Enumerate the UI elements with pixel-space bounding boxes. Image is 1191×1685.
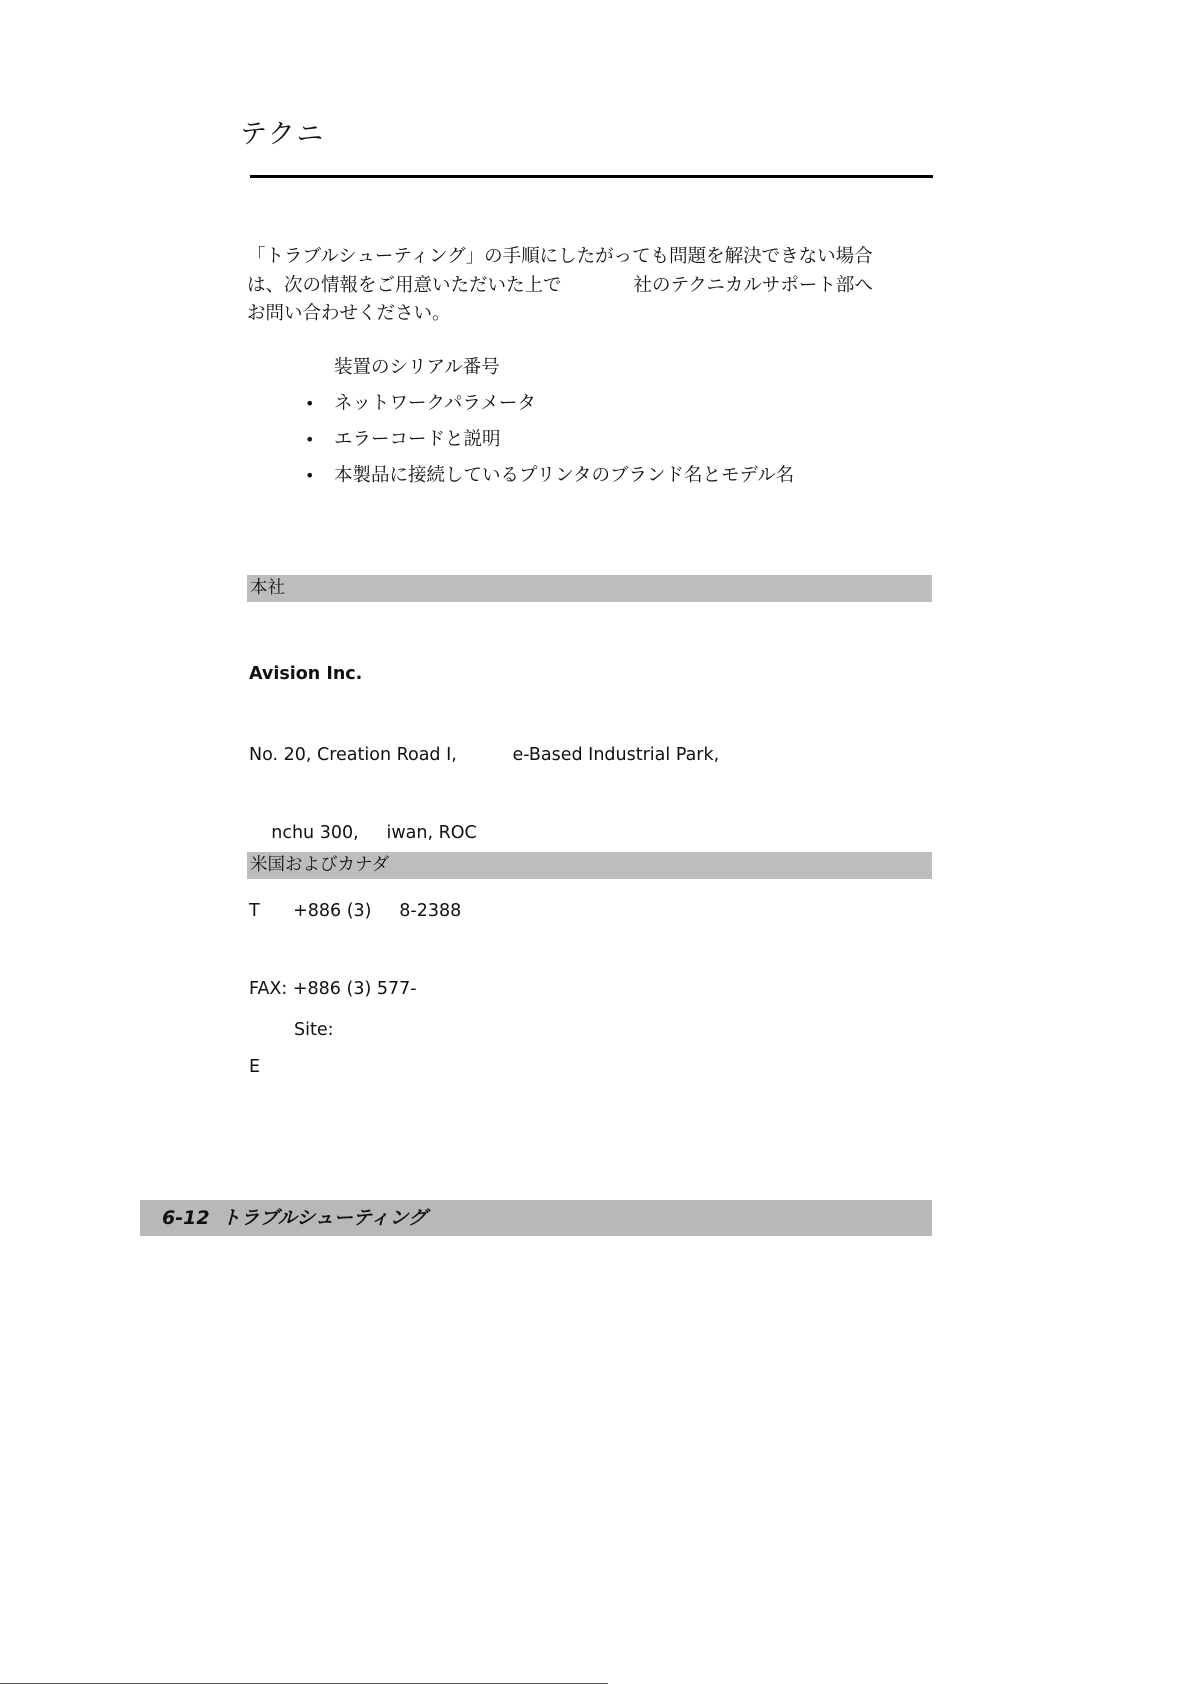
address-line-2: nchu 300, iwan, ROC	[249, 823, 477, 843]
intro-line-2b: 社のテクニカルサポート部へ	[633, 274, 873, 296]
intro-line-2a: は、次の情報をご用意いただいた上で	[247, 274, 562, 296]
list-item	[300, 354, 794, 390]
required-info-list	[300, 354, 794, 498]
chapter-title: トラブルシューティング	[221, 1207, 428, 1229]
email: E	[249, 1057, 261, 1077]
headquarters-section-header: 本社	[247, 575, 932, 602]
list-item-text: ネットワークパラメータ	[334, 393, 536, 414]
heading-divider	[250, 175, 933, 178]
page-footer	[140, 1200, 932, 1236]
list-item	[300, 390, 794, 426]
fax: FAX: +886 (3) 577-	[249, 979, 417, 999]
list-item	[300, 426, 794, 462]
list-item-text: 本製品に接続しているプリンタのブランド名とモデル名	[334, 465, 795, 486]
intro-line-2	[247, 272, 947, 301]
list-item-text: エラーコードと説明	[334, 429, 501, 450]
intro-line-3: お問い合わせください。	[247, 303, 451, 324]
list-bullet: •	[305, 466, 315, 485]
bottom-divider	[0, 1683, 608, 1684]
list-bullet: •	[305, 430, 315, 449]
page-heading: テクニ	[240, 119, 326, 150]
us-canada-section-header: 米国およびカナダ	[247, 852, 932, 879]
address-line-1: No. 20, Creation Road I, e-Based Industrial Park,	[249, 745, 720, 765]
telephone: T +886 (3) 8-2388	[249, 901, 462, 921]
list-item	[300, 462, 794, 498]
list-item-text: 装置のシリアル番号	[334, 357, 500, 378]
list-bullet: •	[305, 394, 315, 413]
intro-line-1: 「トラブルシューティング」の手順にしたがっても問題を解決できない場合	[247, 246, 873, 267]
intro-paragraph	[247, 243, 947, 329]
website-label: Site:	[294, 1020, 334, 1040]
company-name: Avision Inc.	[249, 664, 363, 684]
page-number: 6-12	[162, 1207, 210, 1229]
